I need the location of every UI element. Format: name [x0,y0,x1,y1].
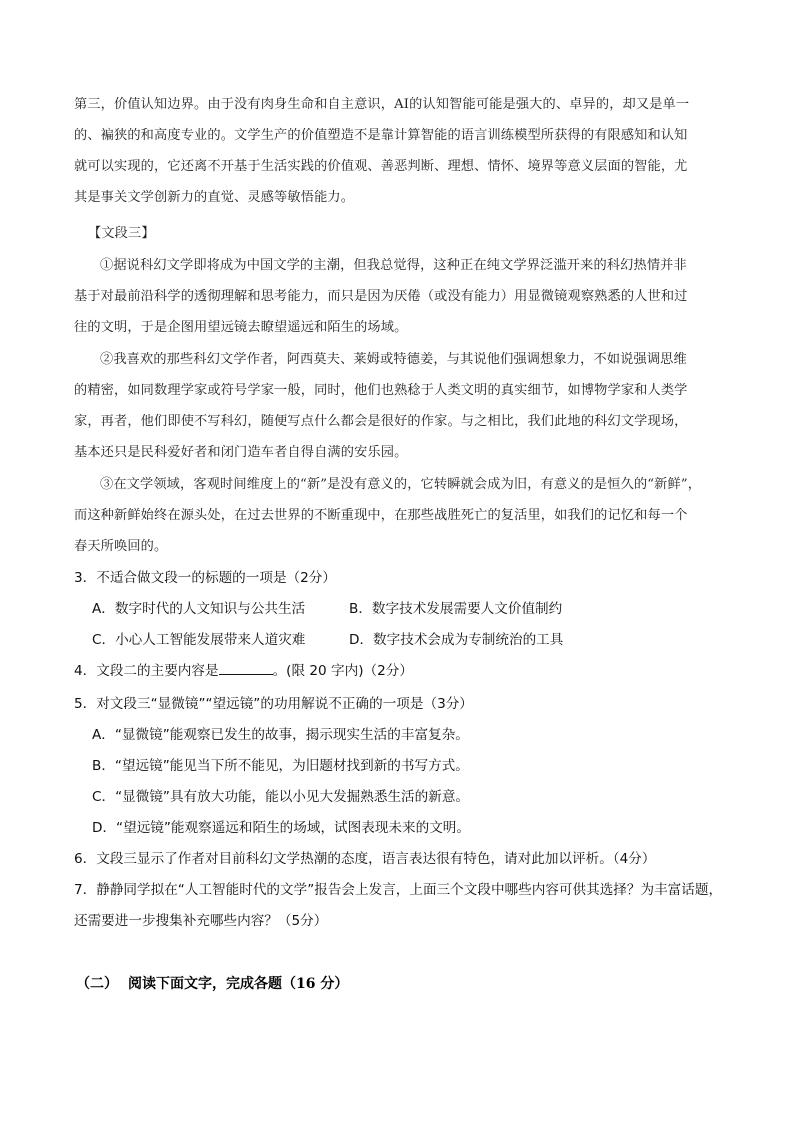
passage-line: 的、褊狭的和高度专业的。文学生产的价值塑造不是靠计算智能的语言训练模型所获得的有限感知和认知 [74,128,688,143]
question-5-option-d: D．“望远镜”能观察遥远和陌生的场域，试图表现未来的文明。 [92,820,470,836]
question-5-stem: 5．对文段三“显微镜”“望远镜”的功用解说不正确的一项是（3分） [74,696,473,712]
question-3-option-b: B．数字技术发展需要人文价值制约 [349,601,563,617]
section-two-title: 阅读下面文字，完成各题（16 分） [128,976,349,992]
question-3-option-c: C．小心人工智能发展带来人道灾难 [92,632,306,648]
section-heading: 【文段三】 [88,226,155,241]
question-5-option-b: B．“望远镜”能见当下所不能见，为旧题材找到新的书写方式。 [92,758,469,774]
question-7-stem: 还需要进一步搜集补充哪些内容？（5分） [74,913,328,929]
passage-line: 其是事关文学创新力的直觉、灵感等敏悟能力。 [74,190,355,205]
question-3-option-d: D．数字技术会成为专制统治的工具 [349,632,564,648]
passage-line: 往的文明，于是企图用望远镜去瞭望遥远和陌生的场域。 [74,320,408,335]
passage-line: 基本还只是民科爱好者和闭门造车者自得自满的安乐园。 [74,445,408,460]
passage-line: ②我喜欢的那些科幻文学作者，阿西莫夫、莱姆或特德姜，与其说他们强调想象力，不如说强调思维 [100,352,687,367]
question-6-stem: 6．文段三显示了作者对目前科幻文学热潮的态度，语言表达很有特色，请对此加以评析。（4分） [74,851,656,867]
passage-line: 第三，价值认知边界。由于没有肉身生命和自主意识，AI的认知智能可能是强大的、卓异的，却又是单一 [74,97,690,112]
question-5-option-a: A．“显微镜”能观察已发生的故事，揭示现实生活的丰富复杂。 [92,727,469,743]
question-4-stem-before: 4．文段二的主要内容是 [74,663,219,679]
passage-line: 就可以实现的，它还离不开基于生活实践的价值观、善恶判断、理想、情怀、境界等意义层面的智能，尤 [74,159,688,174]
passage-line: 春天所唤回的。 [74,539,168,554]
passage-line: ③在文学领域，客观时间维度上的“新”是没有意义的，它转瞬就会成为旧，有意义的是恒久的“新鲜”， [100,477,702,492]
answer-blank [219,662,273,675]
passage-line: 的精密，如同数理学家或符号学家一般，同时，他们也熟稔于人类文明的真实细节，如博物学家和人类学 [74,383,688,398]
passage-line: 家，再者，他们即使不写科幻，随便写点什么都会是很好的作家。与之相比，我们此地的科幻文学现场， [74,414,688,429]
passage-line: 而这种新鲜始终在源头处，在过去世界的不断重现中，在那些战胜死亡的复活里，如我们的记忆和每一个 [74,508,688,523]
section-two-label: （二） [76,976,118,992]
passage-line: ①据说科幻文学即将成为中国文学的主潮，但我总觉得，这种正在纯文学界泛滥开来的科幻热情并非 [100,258,687,273]
question-3-stem: 3．不适合做文段一的标题的一项是（2分） [74,570,336,586]
question-4-stem-after: 。(限 20 字内)（2分） [272,663,413,679]
question-4-stem [74,661,413,681]
passage-line: 基于对最前沿科学的透彻理解和思考能力，而只是因为厌倦（或没有能力）用显微镜观察熟悉的人世和过 [74,289,688,304]
question-5-option-c: C．“显微镜”具有放大功能，能以小见大发掘熟悉生活的新意。 [92,789,470,805]
question-3-option-a: A．数字时代的人文知识与公共生活 [92,601,306,617]
question-7-stem: 7．静静同学拟在“人工智能时代的文学”报告会上发言，上面三个文段中哪些内容可供其选择？为丰富话题， [74,882,723,898]
section-two-heading [76,974,348,994]
